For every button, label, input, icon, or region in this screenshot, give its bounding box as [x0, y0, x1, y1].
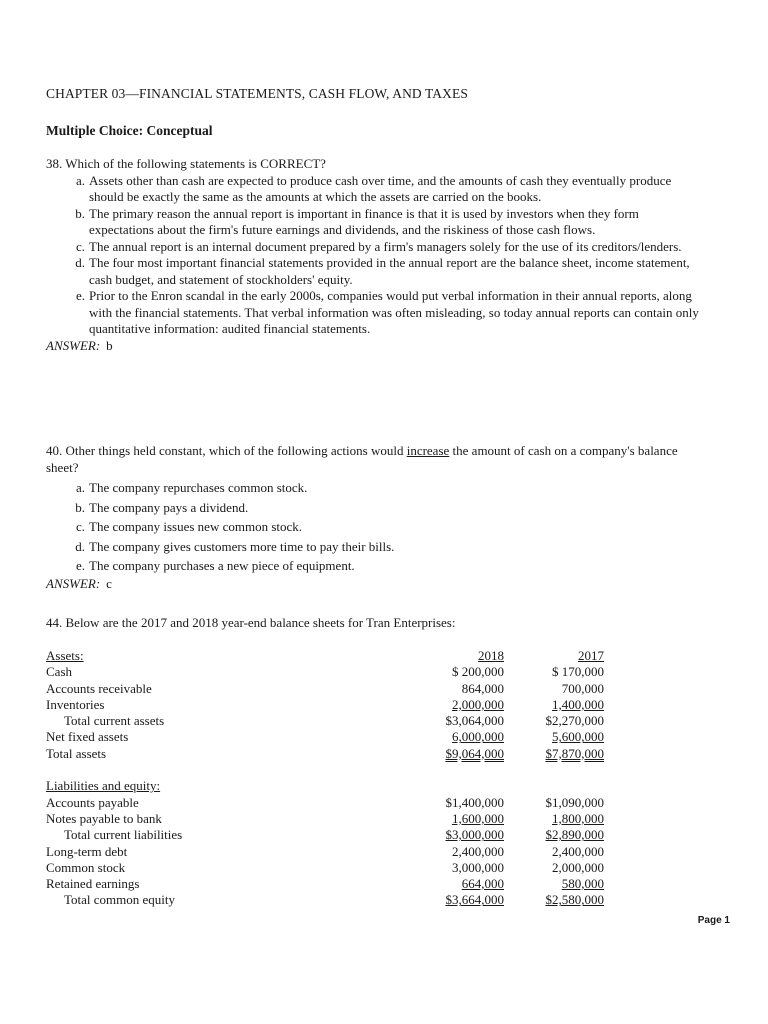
options-list — [46, 173, 706, 338]
options-list — [46, 478, 706, 576]
answer-line: ANSWER: b — [46, 337, 113, 353]
year-2017-header: 2017 — [578, 648, 604, 663]
question-44 — [46, 615, 706, 632]
question-38 — [46, 156, 706, 354]
table-row: Common stock 3,000,000 2,000,000 — [46, 859, 604, 875]
answer-value: b — [106, 337, 113, 353]
question-stem: 38. Which of the following statements is CORRECT? — [46, 156, 326, 171]
table-row: Cash $ 200,000 $ 170,000 — [46, 664, 604, 680]
table-row: Total assets $9,064,000 $7,870,000 — [46, 745, 604, 761]
assets-header: Assets: — [46, 648, 84, 663]
option-a: a. Assets other than cash are expected to produce cash over time, and the amounts of cash they eventually produce should be exactly the same as the amounts at which the assets are carried on the books. — [75, 172, 672, 204]
table-row: Total current liabilities $3,000,000 $2,890,000 — [64, 827, 604, 843]
table-row: Notes payable to bank 1,600,000 1,800,000 — [46, 810, 604, 826]
table-header-row — [46, 778, 604, 794]
table-row: Net fixed assets 6,000,000 5,600,000 — [46, 729, 604, 745]
question-stem: 44. Below are the 2017 and 2018 year-end balance sheets for Tran Enterprises: — [46, 615, 456, 630]
question-stem: 40. Other things held constant, which of the following actions would increase the amount of cash on a company's balance sheet? — [46, 443, 678, 475]
question-40 — [46, 443, 706, 592]
chapter-title: CHAPTER 03—FINANCIAL STATEMENTS, CASH FLOW, AND TAXES — [46, 86, 468, 101]
option-d: d. The four most important financial statements provided in the annual report are the balance sheet, income statement, cash budget, and statement of stockholders' equity. — [75, 255, 690, 287]
option-c: c. The annual report is an internal document prepared by a firm's managers solely for the use of its creditors/lenders. — [75, 238, 682, 254]
option-a: a. The company repurchases common stock. — [75, 480, 308, 495]
table-row: Retained earnings 664,000 580,000 — [46, 876, 604, 892]
table-header-row — [46, 648, 604, 664]
option-b: b. The company pays a dividend. — [75, 499, 249, 515]
table-row: Total common equity $3,664,000 $2,580,000 — [64, 892, 604, 908]
balance-sheet-table — [46, 648, 604, 909]
option-b: b. The primary reason the annual report is important in finance is that it is used by investors when they form expectations about the firm's future earnings and dividends, and the riskiness of those cash flows. — [75, 205, 639, 237]
option-d: d. The company gives customers more time to pay their bills. — [75, 538, 395, 554]
option-e: e. The company purchases a new piece of equipment. — [75, 558, 355, 574]
page-number: Page 1 — [697, 915, 730, 926]
option-c: c. The company issues new common stock. — [75, 519, 303, 535]
year-2018-header: 2018 — [478, 648, 504, 663]
underlined-word: increase — [406, 443, 450, 458]
table-row: Long-term debt 2,400,000 2,400,000 — [46, 843, 604, 859]
liabilities-header: Liabilities and equity: — [46, 778, 161, 794]
answer-line: ANSWER: c — [46, 575, 112, 591]
table-row: Accounts receivable 864,000 700,000 — [46, 680, 604, 696]
answer-value: c — [106, 575, 112, 591]
table-row: Total current assets $3,064,000 $2,270,000 — [64, 713, 604, 729]
option-e: e. Prior to the Enron scandal in the early 2000s, companies would put verbal information in their annual reports, along with the financial statements. That verbal information was often misleading, so today annual reports can contain only quantitative information: audited financial statements. — [75, 288, 699, 336]
table-row: Inventories 2,000,000 1,400,000 — [46, 696, 604, 712]
table-row: Accounts payable $1,400,000 $1,090,000 — [46, 794, 604, 810]
section-title: Multiple Choice: Conceptual — [46, 123, 213, 138]
